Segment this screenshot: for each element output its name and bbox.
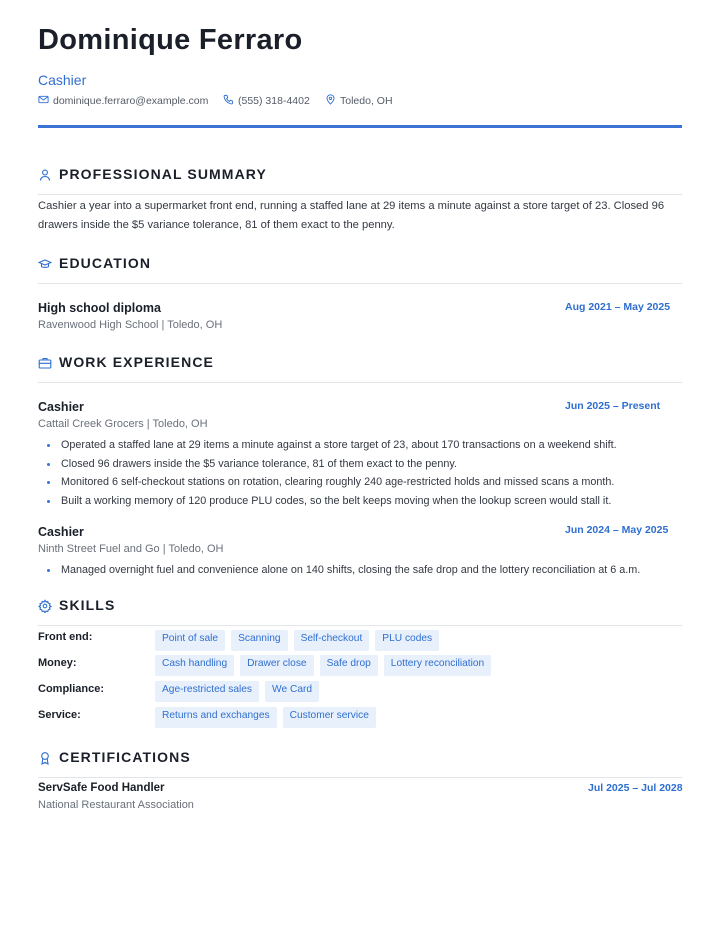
job-dates: Jun 2024 – May 2025 — [565, 524, 669, 536]
skill-chip: Cash handling — [155, 655, 234, 676]
skill-category-label: Money: — [38, 657, 77, 669]
summary-section-heading — [38, 168, 682, 195]
bullet-item: Operated a staffed lane at 29 items a minute against a store target of 23, about 170 transactions on a weekend shift. — [44, 438, 684, 457]
skill-chip-row — [155, 630, 439, 651]
location-pin-icon — [325, 94, 336, 108]
certification-dates: Jul 2025 – Jul 2028 — [588, 782, 683, 794]
section-title: PROFESSIONAL SUMMARY — [59, 166, 267, 182]
skill-chip: Drawer close — [240, 655, 313, 676]
job-bullets — [44, 563, 684, 582]
section-title: CERTIFICATIONS — [59, 749, 191, 765]
skill-chip: Lottery reconciliation — [384, 655, 491, 676]
job-bullets — [44, 438, 684, 513]
skill-chip: We Card — [265, 681, 319, 702]
skill-chip: Customer service — [283, 707, 376, 728]
section-title: WORK EXPERIENCE — [59, 354, 214, 370]
phone-text: (555) 318-4402 — [238, 95, 310, 107]
education-section-heading — [38, 257, 682, 284]
certification-title: ServSafe Food Handler — [38, 782, 165, 794]
skill-category-label: Service: — [38, 709, 81, 721]
education-school: Ravenwood High School | Toledo, OH — [38, 319, 223, 331]
skill-chip-row — [155, 681, 319, 702]
briefcase-icon — [38, 356, 52, 370]
mail-icon — [38, 94, 49, 108]
contact-phone[interactable] — [223, 94, 310, 108]
phone-icon — [223, 94, 234, 108]
job-title: Cashier — [38, 400, 84, 414]
job-employer: Cattail Creek Grocers | Toledo, OH — [38, 418, 208, 430]
skill-chip: Returns and exchanges — [155, 707, 277, 728]
skill-chip: Safe drop — [320, 655, 378, 676]
header-divider — [38, 125, 682, 128]
candidate-name: Dominique Ferraro — [38, 24, 303, 56]
summary-text: Cashier a year into a supermarket front end, running a staffed lane at 29 items a minute against a store target of 23. Closed 96 drawers inside the $5 variance tolerance, 81 of them exact to the penny. — [38, 200, 665, 231]
certifications-section-heading — [38, 751, 682, 778]
certification-issuer: National Restaurant Association — [38, 799, 194, 811]
skill-chip-row — [155, 655, 491, 676]
skill-chip-row — [155, 707, 376, 728]
section-title: EDUCATION — [59, 255, 152, 271]
skill-category-label: Compliance: — [38, 683, 105, 695]
job-title: Cashier — [38, 525, 84, 539]
contact-location — [325, 94, 393, 108]
education-dates: Aug 2021 – May 2025 — [565, 301, 671, 313]
person-icon — [38, 168, 52, 182]
graduation-cap-icon — [38, 257, 52, 271]
bullet-item: Closed 96 drawers inside the $5 variance tolerance, 81 of them exact to the penny. — [44, 457, 684, 476]
skill-chip: Scanning — [231, 630, 287, 651]
skill-chip: Self-checkout — [294, 630, 370, 651]
bullet-item: Monitored 6 self-checkout stations on rotation, clearing roughly 240 age-restricted holds and missed scans a month. — [44, 475, 684, 494]
email-text: dominique.ferraro@example.com — [53, 95, 209, 107]
skill-chip: Age-restricted sales — [155, 681, 259, 702]
skill-category-label: Front end: — [38, 631, 93, 643]
bullet-item: Built a working memory of 120 produce PLU codes, so the belt keeps moving when the lookup screen would stall it. — [44, 494, 684, 513]
location-text: Toledo, OH — [340, 95, 393, 107]
contact-email[interactable] — [38, 94, 208, 108]
award-ribbon-icon — [38, 751, 52, 765]
job-dates: Jun 2025 – Present — [565, 400, 661, 412]
education-title: High school diploma — [38, 301, 161, 315]
skills-section-heading — [38, 599, 682, 626]
job-employer: Ninth Street Fuel and Go | Toledo, OH — [38, 543, 224, 555]
candidate-role: Cashier — [38, 72, 87, 88]
section-title: SKILLS — [59, 597, 116, 613]
experience-section-heading — [38, 356, 682, 383]
skill-chip: Point of sale — [155, 630, 225, 651]
gear-icon — [38, 599, 52, 613]
bullet-item: Managed overnight fuel and convenience alone on 140 shifts, closing the safe drop and the lottery reconciliation at 6 a.m. — [44, 563, 684, 582]
skill-chip: PLU codes — [375, 630, 439, 651]
